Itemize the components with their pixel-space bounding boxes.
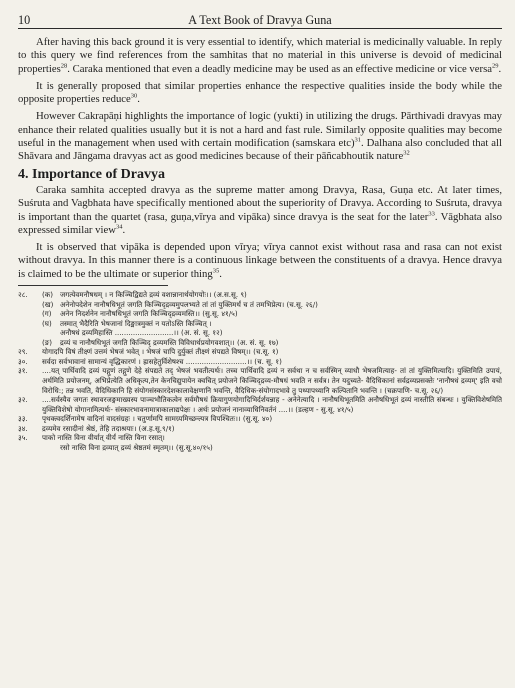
footnotes: [18, 290, 502, 452]
footnote-number: ३५.: [18, 433, 28, 443]
footnote-text: योगादपि विषं तीक्ष्णं उत्तमं भेषजं भवेत् । भेषजं चापि दुर्युक्तं तीक्ष्णं संपद्यते विषम्।। (च.सू. १): [42, 347, 279, 357]
footnote-text: द्रव्यं च नानौषधिभूतं जगति किञ्चिद् द्रव्यमस्ति विविधार्थप्रयोगवशात्।। (अ. सं. सू. १७): [60, 337, 279, 347]
body-paragraph: [18, 36, 502, 76]
footnote-indent: [42, 328, 60, 338]
running-header: [18, 8, 502, 29]
footnote-number: २९.: [18, 347, 28, 357]
footnote: [18, 433, 502, 443]
footnote-text: पाको नास्ति विना वीर्यात् वीर्यं नास्ति विना रसात्।: [42, 433, 165, 443]
paragraph-text: . Caraka mentioned that even a deadly medicine may be used as an effective medicine or vice versa: [67, 62, 492, 75]
footnote-rule: [18, 285, 168, 286]
footnote-sub-label: (ङ): [42, 337, 53, 347]
body-paragraph: [18, 241, 502, 281]
paragraph-text: .: [122, 223, 126, 236]
paragraph-group-1: [18, 36, 502, 164]
footnote-number: ३०.: [18, 356, 28, 366]
footnote: [18, 366, 502, 395]
footnote: [18, 328, 502, 338]
footnote-ref: 29: [491, 62, 499, 70]
footnote: [18, 290, 502, 300]
footnote-text: तस्मात् भैदैरिति भेषजानां दिङ्मात्रमुक्तं न यतोऽस्ति किञ्चित् ।: [60, 318, 212, 328]
footnote-number: ३३.: [18, 414, 28, 424]
paragraph-text: It is generally proposed that similar properties enhance the respective qualities inside the body while the opposite properties reduce: [18, 79, 502, 106]
footnote: [18, 300, 502, 310]
paragraph-text: .: [219, 267, 222, 280]
footnote-number: [18, 309, 42, 319]
footnote-text: रसो नास्ति विना द्रव्यात् द्रव्यं श्रेष्ठतमं स्मृतम्।। (सु.सू.४०/१५): [60, 442, 213, 452]
footnote: [18, 443, 502, 453]
footnote-ref: 30: [130, 92, 138, 100]
paragraph-text: However Cakrapāṇi highlights the importance of logic (yukti) in utilizing the drugs. Pārthivadi dravyas may enhance their related qualities usually but it is not a hard and fast rule. Similarly opposite qualities may become useful in the management when used with certain modification (samskara etc): [18, 110, 502, 150]
footnote-ref: 32: [403, 149, 410, 157]
footnote-number: [18, 338, 42, 348]
footnote-text: अनेन निदर्शनेन नानौषधिभूतं जगति किञ्चिद्द्रव्यमस्ति।। (सु.सू. ४१/५): [60, 309, 238, 319]
footnote-indent: [42, 443, 60, 453]
footnote-number: [18, 328, 42, 338]
paragraph-text: .: [137, 93, 140, 106]
footnote-ref: 31: [354, 136, 362, 144]
paragraph-text: . Dalhana also concluded that all Shāvara and Jāngama dravyas act as good medicines because of their pāñcabhoutik nature: [18, 137, 502, 163]
body-paragraph: [18, 184, 502, 237]
footnote-sub-label: (घ): [42, 318, 52, 328]
footnote: [18, 319, 502, 329]
footnote-sub-label: (ग): [42, 309, 52, 319]
footnote-ref: 34: [115, 223, 123, 231]
footnote-ref: 28: [60, 62, 68, 70]
paragraph-text: After having this back ground it is very essential to identify, which material is medicinally valuable. In reply to this query we find references from the samhitas that no material in this universe is devoid of medicinal properties: [18, 36, 502, 75]
footnote: [18, 338, 502, 348]
footnote: [18, 347, 502, 357]
paragraph-text: It is observed that vipāka is depended upon vīrya; vīrya cannot exist without rasa and rasa can not exist without dravya. In this manner there is a continuous linkage between the constituents of a dravya. Hence dravya is claimed to be the ultimate or superior thing: [18, 241, 502, 280]
paragraph-text: .: [498, 62, 502, 75]
paragraph-text: . Vāgbhata also expressed similar view: [18, 210, 502, 236]
paragraph-text: Caraka samhita accepted dravya as the supreme matter among Dravya, Rasa, Guṇa etc. At later times, Suśruta and Vagbhata have specifically mentioned about the superiority of Dravya. According to Suśruta, dravya is important than the quartet (rasa, guṇa,vīrya and vipāka) since dravya is the seat for the later: [18, 183, 502, 223]
footnote-number: ३२.: [18, 395, 28, 405]
footnote: [18, 395, 502, 414]
footnote-number: [18, 443, 42, 453]
footnote-number: [18, 300, 42, 310]
footnote-ref: 35: [212, 267, 220, 275]
footnote-text: ....सर्वस्यैव जगतः स्थावरजङ्गमाख्यस्य पाञ्चभौतिकत्वेन सर्वमौषधं क्रियागुणयोगादिभिर्दर्शयन्नाह - अनेनेत्यादि । नानौषधिभूतमिति अनौषधिभूतं द्रव्यं नास्तीति संबन्धः । युक्तिविशेषमिति युक्तिविशेषो योगानामित्यर्थः- संस्कारभावनामात्राकालाद्यपेक्षः । अर्थः प्रयोजनं नानाव्याधिनिवर्तनं ....।। (डल्हण - सु.सू. ४१/५): [42, 395, 502, 414]
page-number: 10: [18, 13, 31, 27]
section-heading: 4. Importance of Dravya: [18, 166, 165, 182]
footnote-number: [18, 319, 42, 329]
paragraph-group-2: [18, 184, 502, 281]
footnote-sub-label: (क): [42, 290, 53, 300]
footnote-ref: 33: [428, 210, 435, 217]
footnote-text: अनौषधं द्रव्यमिहास्ति ..........................।। (अ. सं. सू. १२): [60, 328, 223, 338]
body-paragraph: [18, 110, 502, 163]
footnote: [18, 424, 502, 434]
footnote-text: जगत्येवमनौषधम् । न किञ्चिद्विद्यते द्रव्यं वशान्नानार्थयोगयोः।। (अ.स.सू. ९): [60, 290, 247, 300]
footnote-text: पृथक्त्वदर्शिनामेष वादिनां वादसंग्रहः । चतुर्णामपि सामग्र्यमिच्छन्त्यत्र विपश्चितः।। (सु.सू. ४०): [42, 414, 273, 424]
footnote-text: ....यत् पार्थिवादि द्रव्यं यद्गुणं तद्गुणे देहे संपद्यते तद् भेषजं भवतीत्यर्थः। तच्च पार्थिवादि द्रव्यं न सर्वथा न च सर्वस्मिन् व्याधौ भेषजमित्याह- तां तां युक्तिमित्यादि। युक्तिमिति उपायं, अर्थमिति प्रयोजनम्, अभिप्रेत्येति अधिकृत्य,तेन केनचिद्युपायेन क्वचित् प्रयोजने किञ्चिद्द्रव्य-मौषधं भवति न सर्वत्र। तेन यदुच्यते- वैदिधिकानां सर्वद्रव्यप्रसक्तेः 'नानौषधं द्रव्यम्' इति वचो विरोधि:; तन्न भवति, वैदिधिकानि हि संयोगसंस्कारदेशकालावेक्षणानि भवन्ति, वैदिधिक-संयोगादभावे तु पथ्यापथ्यानि कल्पितानि भवन्ति । (चक्रपाणि- च.सू. २६/): [42, 366, 502, 395]
main-text: [18, 36, 502, 281]
footnote: [18, 414, 502, 424]
body-paragraph: [18, 80, 502, 107]
footnote: [18, 357, 502, 367]
footnote-text: द्रव्यमेव रसादीनां श्रेष्ठं, तेहि तदाश्रयाः। (अ.ह.सू.९/१): [42, 423, 175, 433]
footnote-number: ३४.: [18, 423, 28, 433]
footnote-sub-label: (ख): [42, 299, 54, 309]
footnote: [18, 309, 502, 319]
footnote-text: अनेनोपदेशेन नानौषधिभूतं जगति किञ्चिद्द्रव्यमुपलभ्यते तां तां युक्तिमर्थं च तं तमभिप्रेत्य। (च.सू. २६/): [60, 299, 318, 309]
footnote-number: २८.: [18, 290, 28, 300]
footnote-text: सर्वदा सर्वभावानां सामान्यं वृद्धिकारणं । ह्रासहेतुर्विशेषश्च ...........................।। (च. सू. १): [42, 356, 282, 366]
footnote-number: ३१.: [18, 366, 28, 376]
running-title: A Text Book of Dravya Guna: [188, 13, 332, 27]
